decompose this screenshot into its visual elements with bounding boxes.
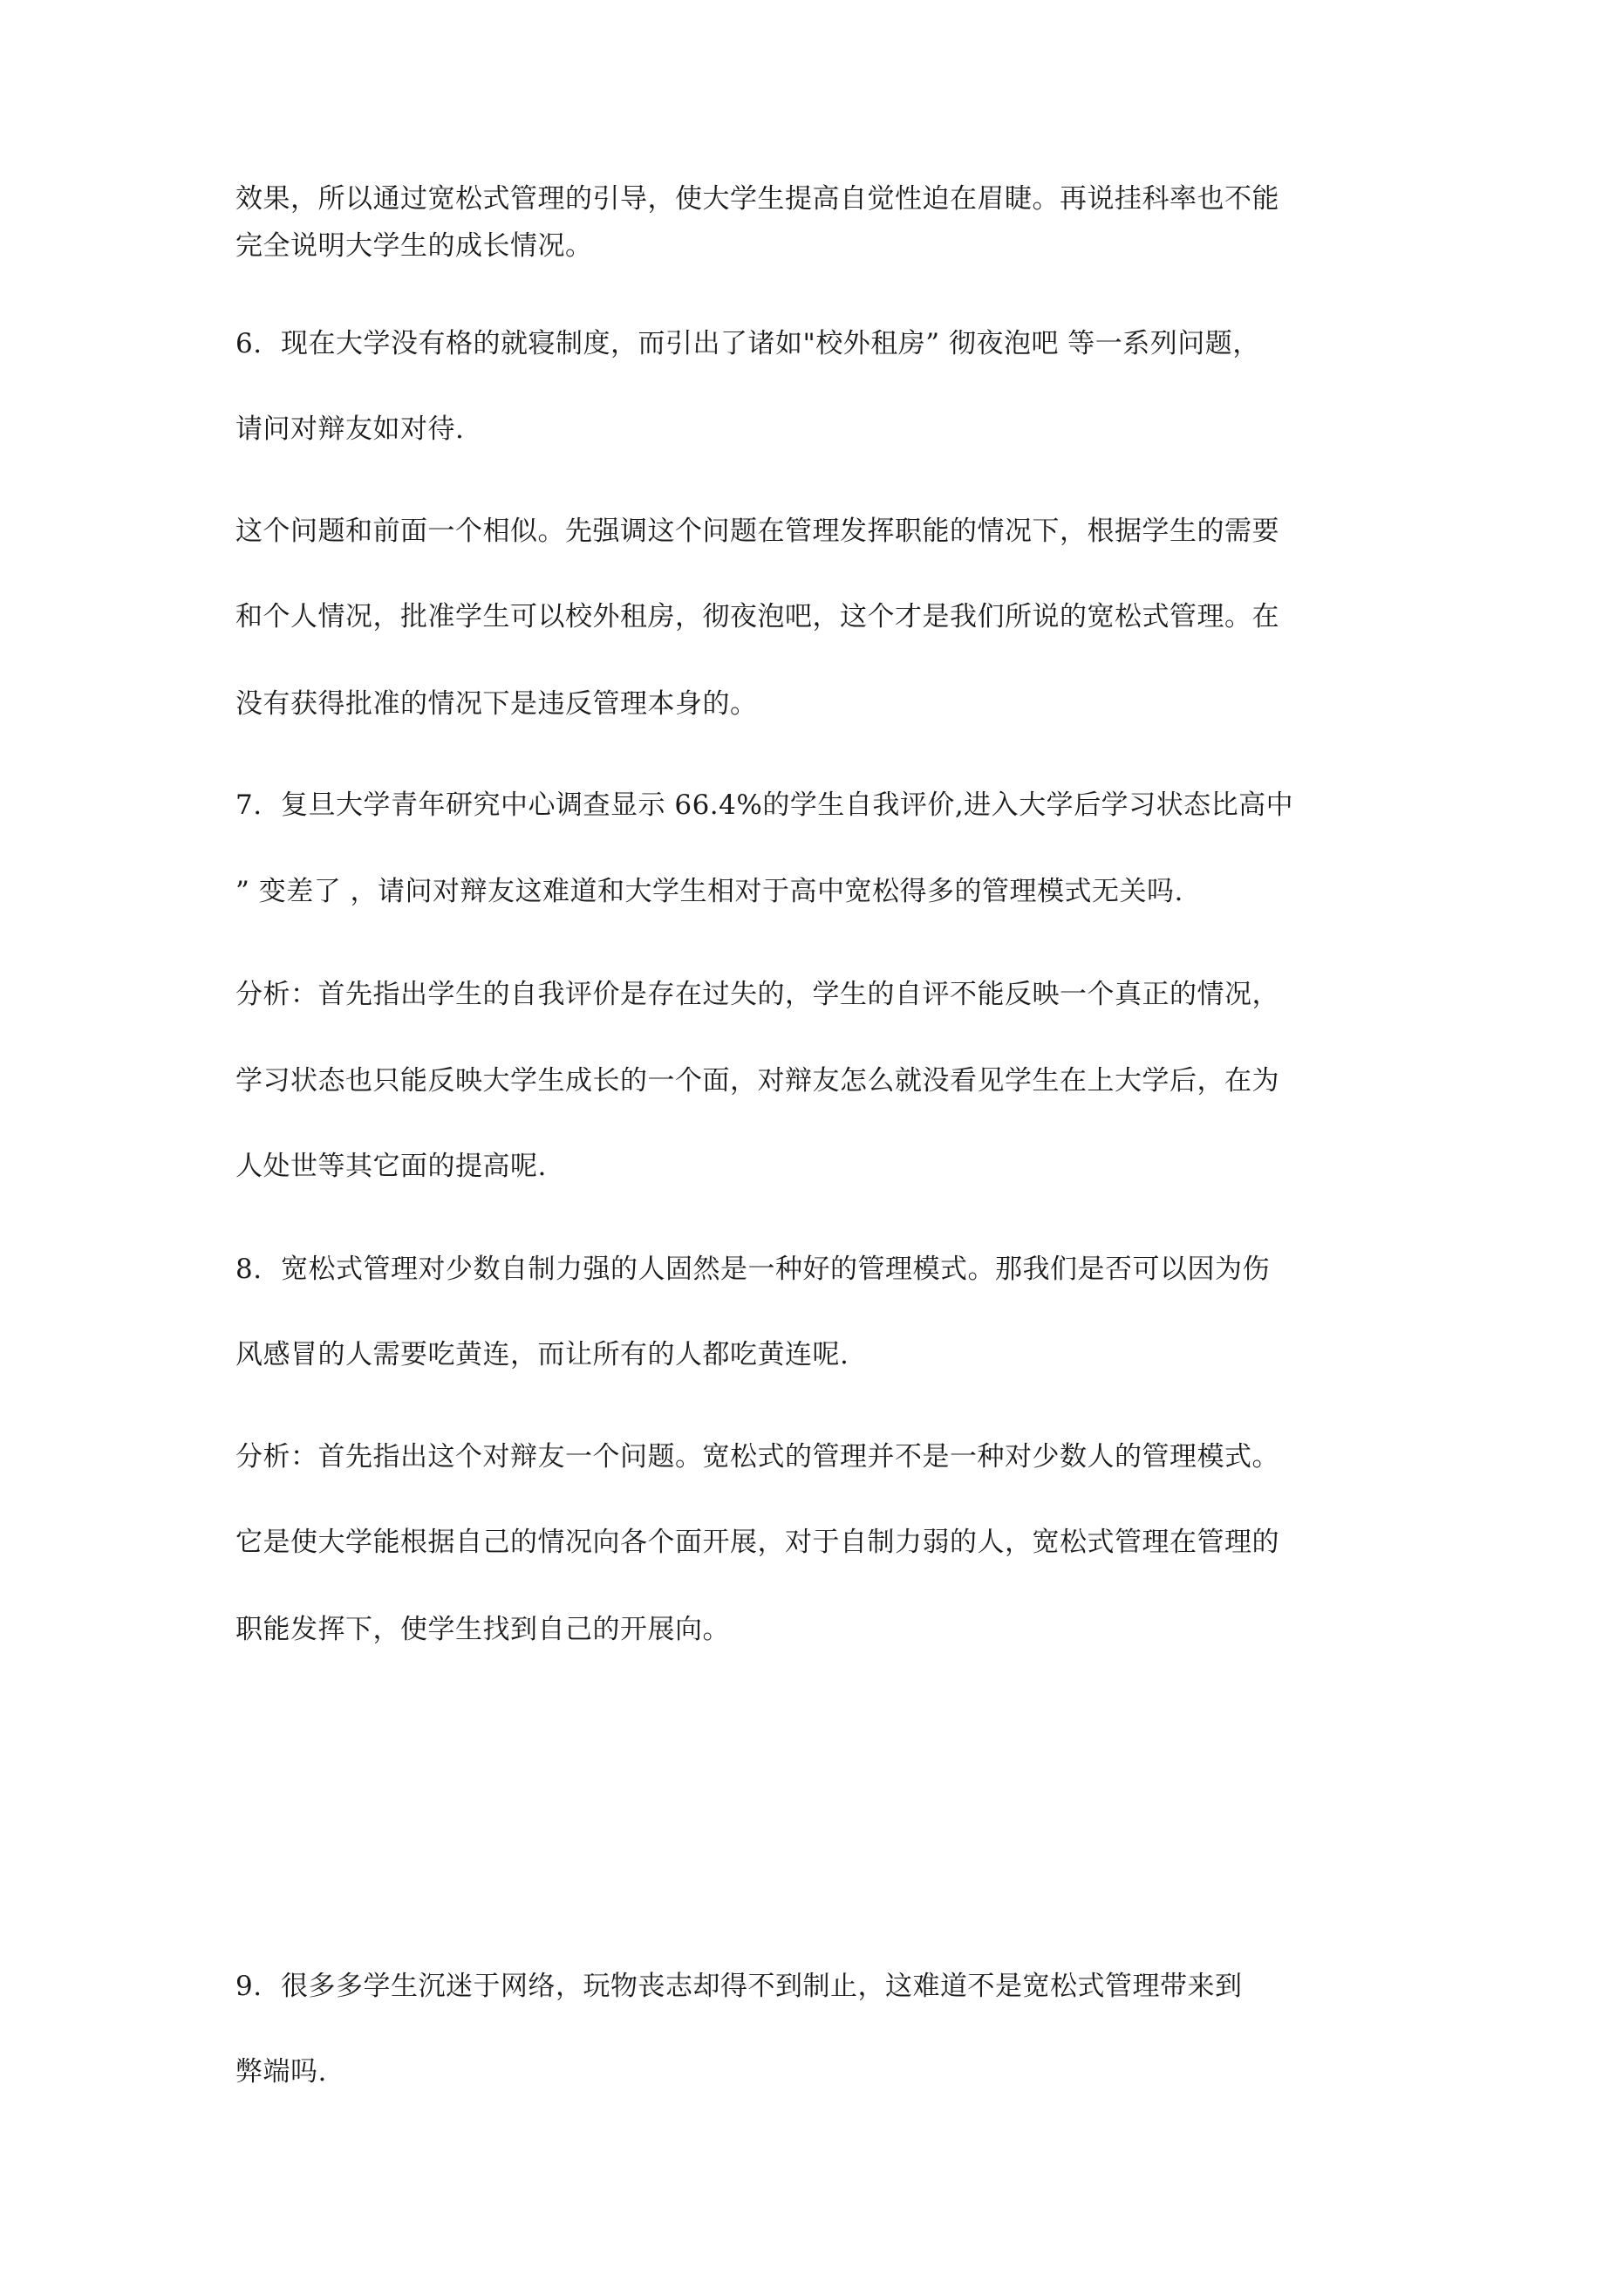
- text-line: 没有获得批准的情况下是违反管理本身的。: [235, 688, 758, 720]
- question-8-line-1: [235, 1250, 1404, 1288]
- text-line: 这个问题和前面一个相似。先强调这个问题在管理发挥职能的情况下，根据学生的需要: [235, 516, 1279, 547]
- text-line: 效果，所以通过宽松式管理的引导，使大学生提高自觉性迫在眉睫。再说挂科率也不能: [235, 183, 1279, 215]
- text-line: 和个人情况，批准学生可以校外租房，彻夜泡吧，这个才是我们所说的宽松式管理。在: [235, 601, 1279, 632]
- question-7-line-1: [235, 786, 1404, 824]
- text-line: 分析：首先指出这个对辩友一个问题。宽松式的管理并不是一种对少数人的管理模式。: [235, 1441, 1279, 1473]
- text-line: 宽松式管理对少数自制力强的人固然是一种好的管理模式。那我们是否可以因为伤: [281, 1254, 1270, 1285]
- text-line: 职能发挥下，使学生找到自己的开展向。: [235, 1614, 730, 1645]
- question-6-line-1: [235, 325, 1404, 363]
- text-line: ” 变差了 ，请问对辩友这难道和大学生相对于高中宽松得多的管理模式无关吗.: [235, 876, 1183, 907]
- text-line: 风感冒的人需要吃黄连，而让所有的人都吃黄连呢.: [235, 1339, 849, 1370]
- text-line: 人处世等其它面的提高呢.: [235, 1151, 547, 1182]
- item-number: 8.: [235, 1254, 263, 1285]
- text-line: 分析：首先指出学生的自我评价是存在过失的，学生的自评不能反映一个真正的情况，: [235, 979, 1279, 1010]
- item-number: 6.: [235, 328, 263, 359]
- text-line: 很多多学生沉迷于网络，玩物丧志却得不到制止，这难道不是宽松式管理带来到: [281, 1971, 1243, 2002]
- text-line: 学习状态也只能反映大学生成长的一个面，对辩友怎么就没看见学生在上大学后，在为: [235, 1065, 1279, 1097]
- text-line: 现在大学没有格的就寝制度，而引出了诸如"校外租房” 彻夜泡吧 等一系列问题，: [281, 328, 1260, 359]
- text-line: 完全说明大学生的成长情况。: [235, 230, 593, 262]
- item-number: 9.: [235, 1971, 263, 2002]
- text-line: 弊端吗.: [235, 2056, 327, 2088]
- question-9-line-1: [235, 1967, 1404, 2006]
- text-line: 请问对辩友如对待.: [235, 413, 465, 445]
- item-number: 7.: [235, 789, 263, 821]
- text-line: 它是使大学能根据自己的情况向各个面开展，对于自制力弱的人，宽松式管理在管理的: [235, 1527, 1279, 1558]
- text-line: 复旦大学青年研究中心调查显示 66.4%的学生自我评价,进入大学后学习状态比高中: [281, 789, 1294, 821]
